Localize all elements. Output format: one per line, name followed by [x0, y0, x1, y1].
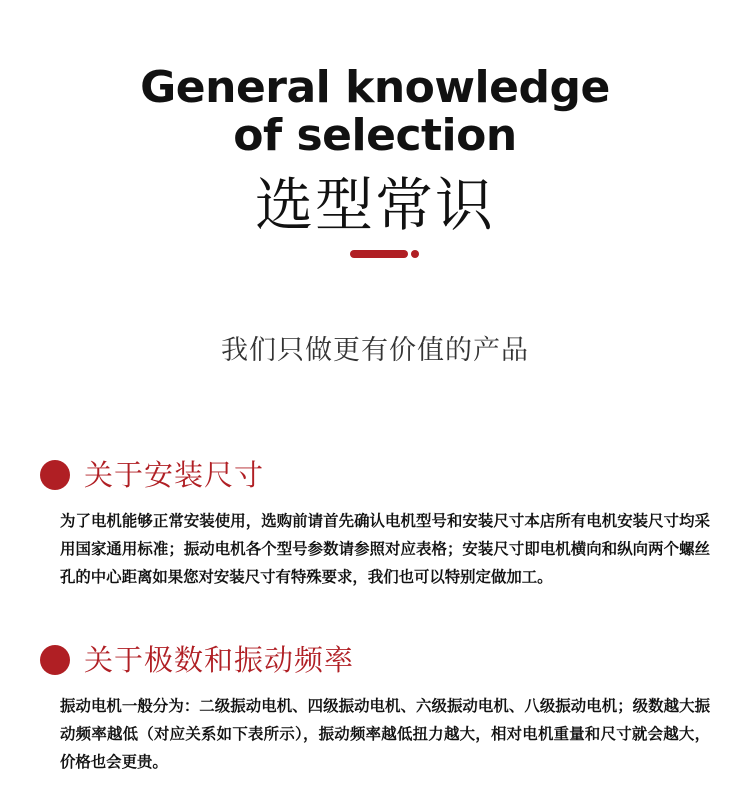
section-heading [40, 455, 264, 495]
title-chinese: 选型常识 [254, 171, 495, 239]
section-title: 关于极数和振动频率 [84, 643, 355, 677]
title-divider-dot [411, 250, 419, 258]
section-heading [40, 640, 354, 680]
section-body: 为了电机能够正常安装使用，选购前请首先确认电机型号和安装尺寸本店所有电机安装尺寸均采用国家通用标准；振动电机各个型号参数请参照对应表格；安装尺寸即电机横向和纵向两个螺丝孔的中心距离如果您对安装尺寸有特殊要求，我们也可以特别定做加工。 [60, 512, 710, 586]
section-body: 振动电机一般分为：二级振动电机、四级振动电机、六级振动电机、八级振动电机；级数越大振动频率越低（对应关系如下表所示），振动频率越低扭力越大，相对电机重量和尺寸就会越大，价格也会更贵。 [60, 697, 710, 771]
title-divider-bar [350, 250, 408, 258]
section-title: 关于安装尺寸 [84, 458, 265, 492]
slogan: 我们只做更有价值的产品 [221, 335, 529, 366]
bullet-dot-icon [40, 645, 70, 675]
title-english-line-2: of selection [233, 110, 517, 161]
title-english-line-1: General knowledge [140, 62, 610, 113]
bullet-dot-icon [40, 460, 70, 490]
